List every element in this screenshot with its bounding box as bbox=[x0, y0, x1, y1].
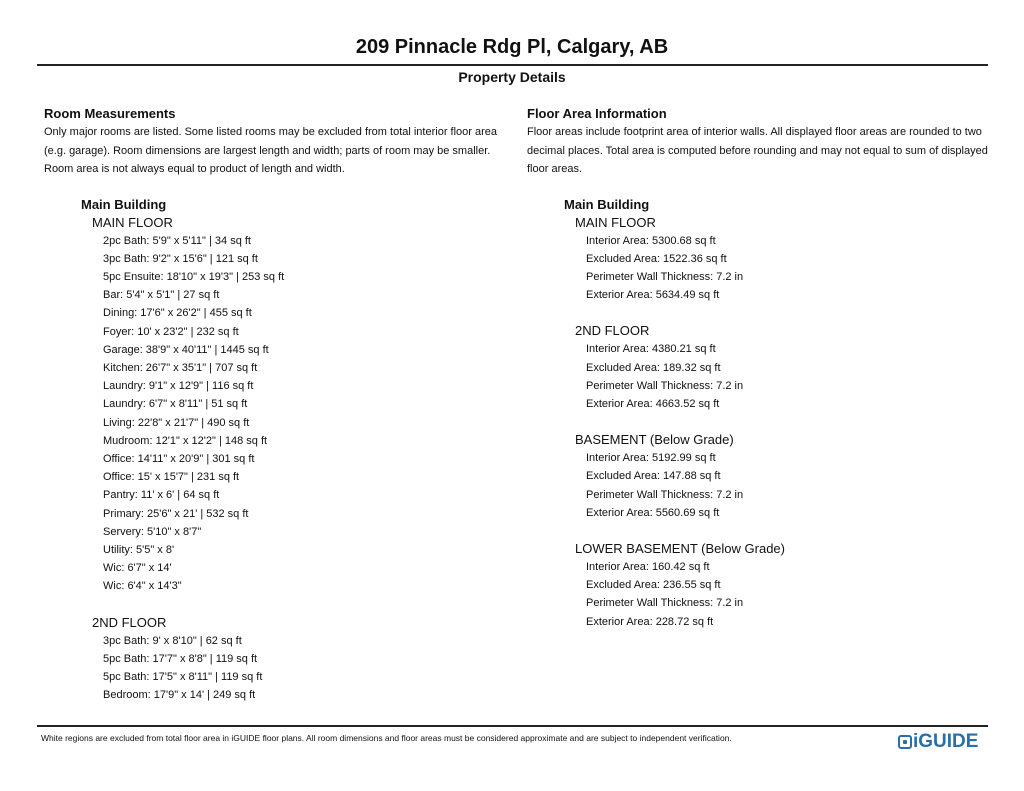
floor-area-title: Floor Area Information bbox=[527, 106, 667, 121]
footer-note: White regions are excluded from total floor area in iGUIDE floor plans. All room dimensions and floor areas must be considered approximate and are subject to independent verification. bbox=[41, 733, 732, 743]
room-list-item: 5pc Ensuite: 18'10" x 19'3" | 253 sq ft bbox=[103, 270, 285, 283]
desc-line: (e.g. garage). Room dimensions are largest length and width; parts of room may be smaller. bbox=[44, 144, 491, 157]
room-floor-heading: 2ND FLOOR bbox=[92, 614, 167, 630]
room-list-item: Primary: 25'6" x 21' | 532 sq ft bbox=[103, 507, 249, 520]
area-building-name: Main Building bbox=[564, 196, 650, 212]
room-list-item: Bedroom: 17'9" x 14' | 249 sq ft bbox=[103, 689, 256, 702]
room-building-name: Main Building bbox=[81, 196, 167, 212]
room-list-item: Living: 22'8" x 21'7" | 490 sq ft bbox=[103, 416, 250, 429]
room-list-item: Laundry: 6'7" x 8'11" | 51 sq ft bbox=[103, 398, 248, 411]
area-list-item: Perimeter Wall Thickness: 7.2 in bbox=[586, 379, 744, 392]
desc-line: floor areas. bbox=[527, 163, 583, 175]
area-floor-heading: BASEMENT (Below Grade) bbox=[575, 432, 734, 448]
room-list-item: 3pc Bath: 9'2" x 15'6" | 121 sq ft bbox=[103, 252, 258, 265]
room-list-item: Office: 15' x 15'7" | 231 sq ft bbox=[103, 471, 240, 484]
room-list-item: Pantry: 11' x 6' | 64 sq ft bbox=[103, 489, 220, 502]
room-list-item: 3pc Bath: 9' x 8'10" | 62 sq ft bbox=[103, 634, 242, 647]
room-measurements-section bbox=[44, 106, 514, 704]
desc-line: Only major rooms are listed. Some listed rooms may be excluded from total interior floor area bbox=[44, 126, 498, 138]
room-measurements-desc bbox=[44, 123, 514, 179]
area-list-item: Excluded Area: 1522.36 sq ft bbox=[586, 252, 727, 265]
floor-area-section bbox=[527, 106, 997, 631]
room-list-item: Office: 14'11" x 20'9" | 301 sq ft bbox=[103, 452, 255, 465]
area-list-item: Excluded Area: 236.55 sq ft bbox=[586, 579, 721, 592]
desc-line: decimal places. Total area is computed before rounding and may not equal to sum of displayed bbox=[527, 144, 988, 157]
iguide-logo-text: iGUIDE bbox=[913, 731, 979, 752]
area-list-item: Perimeter Wall Thickness: 7.2 in bbox=[586, 597, 744, 610]
area-list-item: Perimeter Wall Thickness: 7.2 in bbox=[586, 270, 744, 283]
room-list-item: Laundry: 9'1" x 12'9" | 116 sq ft bbox=[103, 380, 254, 393]
area-list-item: Interior Area: 4380.21 sq ft bbox=[586, 343, 716, 356]
room-list-item: Foyer: 10' x 23'2" | 232 sq ft bbox=[103, 325, 239, 338]
iguide-logo bbox=[898, 731, 978, 753]
footer-rule bbox=[37, 725, 988, 727]
page-subtitle: Property Details bbox=[458, 69, 566, 85]
room-list-item: 2pc Bath: 5'9" x 5'11" | 34 sq ft bbox=[103, 234, 251, 247]
floor-area-desc bbox=[527, 123, 997, 179]
area-list-item: Interior Area: 160.42 sq ft bbox=[586, 560, 710, 573]
area-list-item: Excluded Area: 147.88 sq ft bbox=[586, 470, 721, 483]
area-floor-list bbox=[527, 214, 997, 631]
room-floor-list bbox=[44, 214, 514, 705]
room-list-item: Mudroom: 12'1" x 12'2" | 148 sq ft bbox=[103, 434, 268, 447]
page-title: 209 Pinnacle Rdg Pl, Calgary, AB bbox=[355, 36, 669, 58]
area-list-item: Interior Area: 5300.68 sq ft bbox=[586, 234, 716, 247]
area-floor-heading: MAIN FLOOR bbox=[575, 214, 656, 230]
area-list-item: Exterior Area: 228.72 sq ft bbox=[586, 615, 714, 628]
room-floor-heading: MAIN FLOOR bbox=[92, 214, 173, 230]
area-floor-heading: 2ND FLOOR bbox=[575, 323, 650, 339]
room-list-item: Dining: 17'6" x 26'2" | 455 sq ft bbox=[103, 307, 252, 320]
room-list-item: Wic: 6'4" x 14'3" bbox=[103, 580, 182, 593]
iguide-logo-icon bbox=[898, 735, 912, 749]
room-list-item: 5pc Bath: 17'7" x 8'8" | 119 sq ft bbox=[103, 652, 258, 665]
desc-line: Room area is not always equal to product of length and width. bbox=[44, 163, 345, 175]
room-list-item: Wic: 6'7" x 14' bbox=[103, 562, 172, 575]
room-measurements-title: Room Measurements bbox=[44, 106, 176, 121]
title-rule bbox=[37, 64, 988, 66]
room-list-item: 5pc Bath: 17'5" x 8'11" | 119 sq ft bbox=[103, 670, 263, 683]
area-list-item: Excluded Area: 189.32 sq ft bbox=[586, 361, 721, 374]
room-list-item: Utility: 5'5" x 8' bbox=[103, 543, 175, 556]
area-list-item: Exterior Area: 5560.69 sq ft bbox=[586, 506, 720, 519]
room-list-item: Bar: 5'4" x 5'1" | 27 sq ft bbox=[103, 289, 220, 302]
area-list-item: Perimeter Wall Thickness: 7.2 in bbox=[586, 488, 744, 501]
area-floor-heading: LOWER BASEMENT (Below Grade) bbox=[575, 540, 785, 556]
area-list-item: Exterior Area: 4663.52 sq ft bbox=[586, 397, 720, 410]
room-list-item: Kitchen: 26'7" x 35'1" | 707 sq ft bbox=[103, 361, 258, 374]
area-list-item: Interior Area: 5192.99 sq ft bbox=[586, 452, 716, 465]
room-list-item: Garage: 38'9" x 40'11" | 1445 sq ft bbox=[103, 343, 269, 356]
room-list-item: Servery: 5'10" x 8'7" bbox=[103, 525, 202, 538]
area-list-item: Exterior Area: 5634.49 sq ft bbox=[586, 289, 720, 302]
desc-line: Floor areas include footprint area of interior walls. All displayed floor areas are rounded to two bbox=[527, 126, 982, 138]
